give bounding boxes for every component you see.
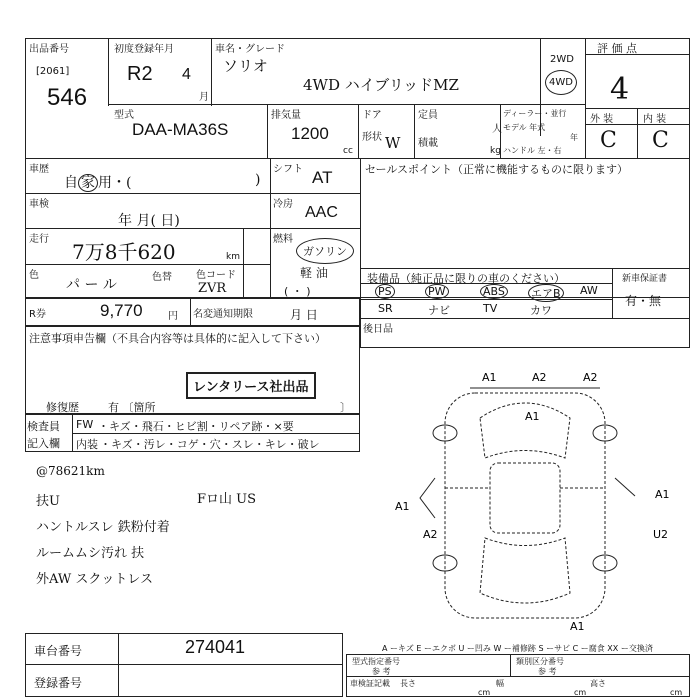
reg-era: R2 (127, 63, 153, 85)
rental-stamp: レンタリース社出品 (186, 372, 316, 399)
damage-mark: A1 (655, 488, 670, 501)
equipment-item: カワ (530, 304, 552, 317)
dims-label: 車検証記載 (350, 679, 390, 688)
equipment-label: 装備品（純正品に限りの車のください） (367, 272, 565, 285)
chassis-label: 車台番号 (34, 644, 83, 658)
chassis-value: 274041 (185, 637, 246, 657)
inspector-row-1: ・キズ・飛石・ヒビ割・リペア跡・×要 (98, 420, 294, 433)
recycle-label: R券 (29, 309, 46, 320)
lot-no-label: 出品番号 (29, 44, 69, 55)
car-damage-diagram (360, 348, 690, 638)
damage-mark: U2 (653, 528, 669, 541)
note-line-1: @78621km (36, 464, 105, 478)
displacement-value: 1200 (291, 124, 329, 143)
equipment-item: SR (378, 302, 393, 315)
damage-mark: A2 (532, 371, 547, 384)
color-change-label: 色替 (152, 272, 172, 283)
inspection-text: 年 月( 日) (118, 213, 180, 229)
damage-mark: A2 (583, 371, 598, 384)
lot-number: 546 (47, 84, 88, 111)
interior-grade: C (652, 128, 669, 153)
score-value: 4 (610, 72, 630, 107)
car-name: ソリオ (223, 57, 268, 75)
type-cert-label: 型式指定番号 (352, 657, 400, 666)
interior-label: 内 装 (643, 114, 667, 125)
equipment-item: エアB (528, 284, 564, 302)
score-label: 評 価 点 (597, 42, 637, 55)
model-year-label: モデル 年式 (503, 123, 546, 132)
equipment-item: ABS (480, 284, 508, 299)
reg-month: 4 (182, 66, 191, 83)
repair-value: 有 〔箇所 (108, 401, 156, 414)
history-value: 自 家 用・( (64, 175, 132, 191)
shift-label: シフト (273, 164, 303, 175)
warranty-value: 有・無 (625, 294, 662, 308)
damage-mark: A2 (423, 528, 438, 541)
category-label: 類別区分番号 (516, 657, 564, 666)
note-line-5: 外AW スクットレス (36, 572, 153, 587)
color-code-value: ZVR (198, 281, 227, 296)
note-line-2b: Fロ山 US (197, 492, 257, 507)
repair-label: 修復歴 (46, 401, 79, 414)
sales-point-label: セールスポイント（正常に機能するものに限ります） (365, 163, 629, 176)
color-value: パ ー ル (66, 277, 117, 293)
mileage-value: 7万8千620 (72, 240, 176, 264)
dealer-label: ディーラー・並行 (503, 109, 567, 118)
equipment-item: TV (483, 302, 498, 315)
name-change-text: 月 日 (290, 308, 318, 322)
type-value: DAA-MA36S (132, 120, 229, 139)
exterior-grade: C (600, 128, 617, 153)
ac-value: AAC (305, 204, 338, 221)
legend: A ーキズ E ーエクボ U ー凹み W ー補修跡 S ーサビ C ー腐食 XX ー交換済 (382, 644, 653, 653)
type-label: 型式 (114, 110, 134, 121)
car-grade: 4WD ハイブリッドMZ (303, 76, 459, 94)
inspection-label: 車検 (29, 199, 49, 210)
registration-label: 登録番号 (34, 676, 83, 690)
door-label: ドア (362, 110, 382, 121)
equipment-item: PW (425, 284, 449, 299)
exterior-label: 外 装 (590, 114, 614, 125)
drive-value: 4WD (545, 70, 577, 95)
damage-mark: A1 (525, 410, 540, 423)
fuel-label: 燃料 (273, 234, 293, 245)
name-change-label: 名変通知期限 (193, 309, 253, 320)
post-install-label: 後日品 (363, 324, 393, 335)
fuel-diesel: 軽 油 (300, 266, 328, 280)
note-line-4: ルームムシ汚れ 扶 (36, 546, 145, 561)
notes-label: 注意事項申告欄（不具合内容等は具体的に記入して下さい） (29, 332, 326, 345)
note-line-3: ハントルスレ 鉄粉付着 (36, 520, 170, 535)
drive-label: 2WD (550, 54, 574, 65)
fuel-gas: ガソリン (296, 238, 354, 264)
load-label: 積載 (418, 138, 438, 149)
capacity-label: 定員 (418, 110, 438, 121)
reg-year-label: 初度登録年月 (114, 44, 174, 55)
fuel-other: ( ・ ) (284, 285, 311, 298)
handle-label: ハンドル 左・右 (503, 146, 562, 155)
recycle-value: 9,770 (100, 301, 143, 320)
model-label: 車名・グレード (215, 44, 285, 55)
equipment-item: ナビ (428, 304, 450, 317)
shift-value: AT (312, 168, 333, 187)
warranty-label: 新車保証書 (622, 274, 668, 284)
equipment-item: AW (580, 284, 598, 297)
inspector-label: 検査員 (27, 420, 60, 433)
mileage-label: 走行 (29, 234, 49, 245)
history-label: 車歴 (29, 164, 49, 175)
inspector-row-2: ・キズ・汚レ・コゲ・穴・スレ・キレ・破レ (100, 438, 320, 451)
ac-label: 冷房 (273, 199, 293, 210)
displacement-label: 排気量 (271, 110, 301, 121)
shape-value: W (385, 134, 401, 152)
lot-prefix: [2061] (36, 66, 70, 77)
color-code-label: 色コード (196, 270, 236, 281)
damage-mark: A1 (482, 371, 497, 384)
color-label: 色 (29, 270, 39, 281)
auction-sheet: 出品番号 [2061] 546 初度登録年月 R2 4 月 車名・グレード ソリオ 4WD ハイブリッドMZ 2WD 4WD 評 価 点 4 型式 DAA-MA36S 排気量 1200 cc ドア 形状 W 定員 人 積載 kg ディーラー・並行 モデル 年式 年 ハンドル 左・右 外 装 内 装 C C 車歴 自 家 用・( ) シフト AT セールスポイント（正常に機能するものに限ります） 車検 年 月( 日) 冷房 AAC 走行 7万8千620 km 燃料 ガソリン 軽 油 ( ・ ) 色 パ ー ル 色替 色コード ZVR R券 9,770 円 名変通知期限 月 日 装備品（純正品に限りの車のください） 新車保証書 有・無 後日品 注意事項申告欄（不具合内容等は具体的に記入して下さい） レンタリース社出品 修復歴 有 〔箇所 〕 検査員 記入欄 FW ・キズ・飛石・ヒビ割・リペア跡・×要 内装 ・キズ・汚レ・コゲ・穴・スレ・キレ・破レ @78621km 扶U Fロ山 US ハントルスレ 鉄粉付着 ルームムシ汚れ 扶 外AW スクットレス A1 A2 A2 A1 A1 A2 A1 U2 A1 車台番号 274041 登録番号 A ーキズ E ーエクボ U ー凹み W ー補修跡 S ーサビ C ー腐食 XX ー交換済 型式指定番号 参 考 類別区分番号 参 考 車検証記載 長さ cm 幅 cm 高さ cm PS PW ABS エアB AW SR ナビ TV カワ (0, 0, 700, 700)
equipment-item: PS (375, 284, 395, 299)
note-line-2: 扶U (36, 494, 60, 509)
shape-label: 形状 (362, 132, 382, 143)
damage-mark: A1 (570, 620, 585, 633)
damage-mark: A1 (395, 500, 410, 513)
